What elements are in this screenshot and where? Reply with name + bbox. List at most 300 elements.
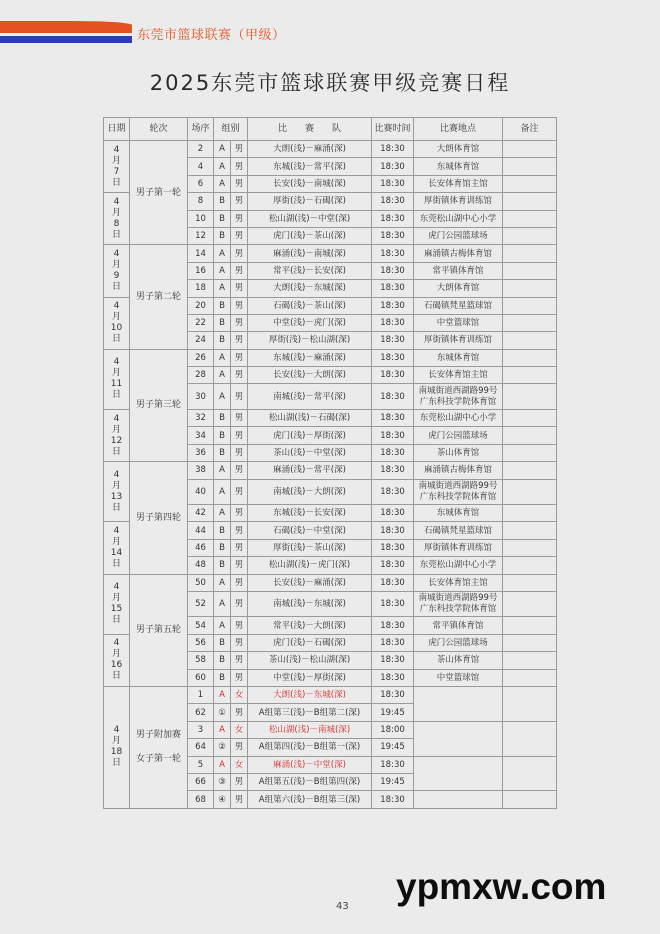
teams-cell: 松山湖(浅)－虎门(深): [248, 557, 372, 574]
time-cell: 18:30: [372, 634, 414, 651]
gender-cell: 男: [231, 314, 248, 331]
note-cell: [503, 652, 557, 669]
teams-cell: 茶山(浅)－中堂(深): [248, 444, 372, 461]
match-no-cell: 68: [188, 791, 214, 808]
date-part: 4: [113, 301, 120, 312]
teams-cell: A组第三(浅)－B组第二(深): [248, 704, 372, 721]
group-cell: B: [214, 227, 231, 244]
group-cell: B: [214, 297, 231, 314]
gender-cell: 男: [231, 409, 248, 426]
match-no-cell: 5: [188, 756, 214, 773]
group-cell: A: [214, 245, 231, 262]
note-cell: [503, 210, 557, 227]
venue-cell: 中堂篮球馆: [414, 669, 503, 686]
time-cell: 18:30: [372, 462, 414, 479]
match-no-cell: 34: [188, 427, 214, 444]
date-part: 月: [111, 736, 121, 747]
date-cell: [104, 193, 130, 245]
gender-cell: 男: [231, 617, 248, 634]
venue-cell: [414, 384, 503, 410]
gender-cell: 男: [231, 669, 248, 686]
group-cell: ③: [214, 774, 231, 791]
date-part: 4: [113, 725, 120, 736]
group-cell: A: [214, 367, 231, 384]
group-cell: A: [214, 262, 231, 279]
teams-cell: A组第六(浅)－B组第三(深): [248, 791, 372, 808]
group-cell: B: [214, 444, 231, 461]
match-no-cell: 26: [188, 349, 214, 366]
date-part: 10: [110, 323, 123, 334]
gender-cell: 男: [231, 634, 248, 651]
time-cell: 18:30: [372, 791, 414, 808]
teams-cell: 常平(浅)－长安(深): [248, 262, 372, 279]
gender-cell: 男: [231, 332, 248, 349]
date-part: 4: [113, 582, 120, 593]
gender-cell: 男: [231, 557, 248, 574]
note-cell: [503, 791, 557, 808]
group-cell: B: [214, 427, 231, 444]
group-cell: B: [214, 652, 231, 669]
table-row: [104, 245, 557, 262]
date-part: 4: [113, 526, 120, 536]
date-cell: [104, 297, 130, 349]
page-title: 2025东莞市篮球联赛甲级竞赛日程: [149, 71, 511, 95]
date-cell: [104, 409, 130, 461]
note-cell: [503, 687, 557, 722]
note-cell: [503, 591, 557, 617]
gender-cell: 女: [231, 756, 248, 773]
teams-cell: 松山湖(浅)－南城(深): [248, 721, 372, 738]
round-cell: [130, 245, 188, 349]
round-label: 男子第一轮: [135, 187, 181, 198]
venue-cell: 虎门公园篮球场: [414, 227, 503, 244]
gender-cell: 男: [231, 739, 248, 756]
match-no-cell: 36: [188, 444, 214, 461]
date-cell: [104, 634, 130, 686]
teams-cell: 大朗(浅)－东城(深): [248, 687, 372, 704]
venue-cell: 东城体育馆: [414, 349, 503, 366]
date-part: 日: [111, 281, 121, 292]
gender-cell: 男: [231, 193, 248, 210]
note-cell: [503, 367, 557, 384]
date-cell: [104, 141, 130, 193]
match-no-cell: 42: [188, 505, 214, 522]
note-cell: [503, 193, 557, 210]
match-no-cell: 44: [188, 522, 214, 539]
time-cell: 18:30: [372, 175, 414, 192]
note-cell: [503, 314, 557, 331]
group-cell: A: [214, 384, 231, 410]
col-header-round: 轮次: [130, 118, 188, 141]
group-cell: A: [214, 617, 231, 634]
venue-line: 广东科技学院体育馆: [419, 396, 497, 407]
venue-cell: 厚街镇体育训练馆: [414, 539, 503, 556]
match-no-cell: 22: [188, 314, 214, 331]
teams-cell: 中堂(浅)－虎门(深): [248, 314, 372, 331]
gender-cell: 男: [231, 479, 248, 505]
teams-cell: 东城(浅)－麻涌(深): [248, 349, 372, 366]
gender-cell: 男: [231, 384, 248, 410]
venue-cell: [414, 791, 503, 808]
gender-cell: 男: [231, 574, 248, 591]
teams-cell: 麻涌(浅)－常平(深): [248, 462, 372, 479]
match-no-cell: 40: [188, 479, 214, 505]
note-cell: [503, 409, 557, 426]
venue-line: 南城街道西湖路99号: [418, 385, 498, 396]
col-header-teams: 比 赛 队: [248, 118, 372, 141]
gender-cell: 男: [231, 210, 248, 227]
note-cell: [503, 297, 557, 314]
teams-cell: 虎门(浅)－石碣(深): [248, 634, 372, 651]
venue-cell: [414, 479, 503, 505]
round-cell: [130, 141, 188, 245]
time-cell: 18:30: [372, 617, 414, 634]
teams-cell: 东城(浅)－长安(深): [248, 505, 372, 522]
group-cell: A: [214, 280, 231, 297]
venue-line: 南城街道西湖路99号: [418, 480, 498, 491]
group-cell: B: [214, 634, 231, 651]
time-cell: 18:30: [372, 574, 414, 591]
group-cell: A: [214, 574, 231, 591]
teams-cell: 麻涌(浅)－中堂(深): [248, 756, 372, 773]
round-cell: [130, 687, 188, 809]
time-cell: 18:30: [372, 245, 414, 262]
date-cell: [104, 462, 130, 522]
date-part: 月: [111, 155, 121, 166]
venue-cell: 常平镇体育馆: [414, 262, 503, 279]
date-part: 14: [110, 548, 123, 558]
note-cell: [503, 634, 557, 651]
note-cell: [503, 384, 557, 410]
date-part: 月: [111, 207, 121, 218]
header-league-label: 东莞市篮球联赛（甲级）: [137, 28, 286, 43]
date-part: 月: [111, 312, 121, 323]
date-part: 12: [110, 435, 123, 446]
note-cell: [503, 175, 557, 192]
teams-cell: A组第五(浅)－B组第四(深): [248, 774, 372, 791]
match-no-cell: 8: [188, 193, 214, 210]
venue-cell: 长安体育馆主馆: [414, 574, 503, 591]
match-no-cell: 28: [188, 367, 214, 384]
match-no-cell: 46: [188, 539, 214, 556]
date-part: 日: [111, 758, 121, 769]
table-row: [104, 349, 557, 366]
time-cell: 18:00: [372, 721, 414, 738]
schedule-body: [104, 141, 557, 809]
match-no-cell: 38: [188, 462, 214, 479]
table-row: [104, 462, 557, 479]
time-cell: 18:30: [372, 557, 414, 574]
venue-cell: 东城体育馆: [414, 505, 503, 522]
date-part: 11: [110, 379, 123, 390]
gender-cell: 男: [231, 262, 248, 279]
match-no-cell: 18: [188, 280, 214, 297]
note-cell: [503, 349, 557, 366]
time-cell: 18:30: [372, 522, 414, 539]
group-cell: A: [214, 721, 231, 738]
date-part: 日: [111, 559, 121, 569]
date-part: 月: [111, 480, 121, 491]
date-part: 日: [111, 334, 121, 345]
venue-cell: 常平镇体育馆: [414, 617, 503, 634]
time-cell: 18:30: [372, 427, 414, 444]
group-cell: B: [214, 669, 231, 686]
match-no-cell: 64: [188, 739, 214, 756]
table-row: [104, 574, 557, 591]
gender-cell: 男: [231, 280, 248, 297]
teams-cell: 南城(浅)－东城(深): [248, 591, 372, 617]
teams-cell: 石碣(浅)－茶山(深): [248, 297, 372, 314]
venue-cell: 石碣镇梵星篮球馆: [414, 297, 503, 314]
col-header-date: 日期: [104, 118, 130, 141]
date-part: 日: [111, 177, 121, 188]
gender-cell: 男: [231, 791, 248, 808]
teams-cell: 松山湖(浅)－中堂(深): [248, 210, 372, 227]
gender-cell: 男: [231, 462, 248, 479]
teams-cell: 南城(浅)－大朗(深): [248, 479, 372, 505]
teams-cell: 厚街(浅)－茶山(深): [248, 539, 372, 556]
note-cell: [503, 574, 557, 591]
time-cell: 18:30: [372, 227, 414, 244]
match-no-cell: 62: [188, 704, 214, 721]
note-cell: [503, 462, 557, 479]
time-cell: 19:45: [372, 739, 414, 756]
note-cell: [503, 427, 557, 444]
teams-cell: 南城(浅)－常平(深): [248, 384, 372, 410]
time-cell: 18:30: [372, 652, 414, 669]
note-cell: [503, 280, 557, 297]
venue-cell: [414, 721, 503, 756]
table-row: [104, 141, 557, 158]
group-cell: B: [214, 557, 231, 574]
match-no-cell: 3: [188, 721, 214, 738]
teams-cell: 长安(浅)－麻涌(深): [248, 574, 372, 591]
gender-cell: 女: [231, 721, 248, 738]
note-cell: [503, 505, 557, 522]
venue-cell: 大朗体育馆: [414, 280, 503, 297]
group-cell: A: [214, 687, 231, 704]
note-cell: [503, 444, 557, 461]
venue-cell: 麻涌镇古梅体育馆: [414, 245, 503, 262]
date-part: 月: [111, 259, 121, 270]
gender-cell: 男: [231, 227, 248, 244]
teams-cell: 松山湖(浅)－石碣(深): [248, 409, 372, 426]
date-part: 4: [113, 413, 120, 424]
round-label: 男子第五轮: [135, 625, 181, 636]
time-cell: 18:30: [372, 332, 414, 349]
date-part: 日: [111, 229, 121, 240]
watermark: ypmxw.com: [396, 866, 607, 907]
time-cell: 18:30: [372, 141, 414, 158]
date-part: 日: [111, 446, 121, 457]
teams-cell: 麻涌(浅)－南城(深): [248, 245, 372, 262]
venue-cell: 东莞松山湖中心小学: [414, 557, 503, 574]
gender-cell: 男: [231, 591, 248, 617]
note-cell: [503, 522, 557, 539]
group-cell: A: [214, 175, 231, 192]
venue-cell: 长安体育馆主馆: [414, 175, 503, 192]
venue-cell: 厚街镇体育训练馆: [414, 193, 503, 210]
round-cell: [130, 462, 188, 574]
venue-cell: 长安体育馆主馆: [414, 367, 503, 384]
group-cell: B: [214, 332, 231, 349]
match-no-cell: 20: [188, 297, 214, 314]
round-label: 女子第一轮: [135, 754, 181, 765]
date-cell: [104, 349, 130, 409]
note-cell: [503, 617, 557, 634]
gender-cell: 男: [231, 427, 248, 444]
col-header-venue: 比赛地点: [414, 118, 503, 141]
time-cell: 18:30: [372, 756, 414, 773]
venue-cell: 东莞松山湖中心小学: [414, 210, 503, 227]
venue-cell: 大朗体育馆: [414, 141, 503, 158]
date-part: 4: [113, 357, 120, 368]
date-part: 9: [113, 270, 120, 281]
time-cell: 19:45: [372, 704, 414, 721]
match-no-cell: 30: [188, 384, 214, 410]
group-cell: A: [214, 349, 231, 366]
teams-cell: A组第四(浅)－B组第一(深): [248, 739, 372, 756]
round-cell: [130, 574, 188, 686]
teams-cell: 厚街(浅)－松山湖(深): [248, 332, 372, 349]
date-cell: [104, 522, 130, 574]
note-cell: [503, 669, 557, 686]
venue-cell: [414, 756, 503, 791]
teams-cell: 茶山(浅)－松山湖(深): [248, 652, 372, 669]
time-cell: 18:30: [372, 591, 414, 617]
table-row: [104, 687, 557, 704]
time-cell: 18:30: [372, 669, 414, 686]
match-no-cell: 66: [188, 774, 214, 791]
match-no-cell: 12: [188, 227, 214, 244]
teams-cell: 长安(浅)－南城(深): [248, 175, 372, 192]
date-part: 日: [111, 502, 121, 513]
time-cell: 18:30: [372, 687, 414, 704]
teams-cell: 东城(浅)－常平(深): [248, 158, 372, 175]
venue-cell: 虎门公园篮球场: [414, 427, 503, 444]
col-header-match-no: 场序: [188, 118, 214, 141]
match-no-cell: 24: [188, 332, 214, 349]
note-cell: [503, 479, 557, 505]
date-part: 日: [111, 615, 121, 626]
gender-cell: 男: [231, 349, 248, 366]
time-cell: 18:30: [372, 210, 414, 227]
date-part: 4: [113, 248, 120, 259]
match-no-cell: 32: [188, 409, 214, 426]
round-label: 男子第四轮: [135, 512, 181, 523]
gender-cell: 男: [231, 297, 248, 314]
gender-cell: 男: [231, 774, 248, 791]
venue-line: 南城街道西湖路99号: [418, 593, 498, 604]
round-label: 男子第三轮: [135, 400, 181, 411]
date-part: 16: [110, 660, 123, 671]
venue-cell: 虎门公园篮球场: [414, 634, 503, 651]
col-header-note: 备注: [503, 118, 557, 141]
date-part: 4: [113, 638, 120, 649]
group-cell: B: [214, 210, 231, 227]
note-cell: [503, 227, 557, 244]
teams-cell: 常平(浅)－大朗(深): [248, 617, 372, 634]
group-cell: B: [214, 539, 231, 556]
venue-cell: 东城体育馆: [414, 158, 503, 175]
date-cell: [104, 574, 130, 634]
venue-line: 广东科技学院体育馆: [419, 604, 497, 615]
date-part: 月: [111, 649, 121, 660]
time-cell: 18:30: [372, 280, 414, 297]
date-part: 7: [113, 166, 120, 177]
date-part: 日: [111, 671, 121, 682]
venue-cell: 厚街镇体育训练馆: [414, 332, 503, 349]
note-cell: [503, 158, 557, 175]
group-cell: A: [214, 462, 231, 479]
teams-cell: 虎门(浅)－茶山(深): [248, 227, 372, 244]
gender-cell: 男: [231, 245, 248, 262]
time-cell: 18:30: [372, 314, 414, 331]
match-no-cell: 50: [188, 574, 214, 591]
venue-cell: 东莞松山湖中心小学: [414, 409, 503, 426]
match-no-cell: 2: [188, 141, 214, 158]
date-cell: [104, 687, 130, 809]
group-cell: ②: [214, 739, 231, 756]
venue-cell: 茶山体育馆: [414, 444, 503, 461]
teams-cell: 大朗(浅)－东城(深): [248, 280, 372, 297]
gender-cell: 男: [231, 175, 248, 192]
time-cell: 18:30: [372, 409, 414, 426]
date-part: 4: [113, 196, 120, 207]
time-cell: 18:30: [372, 158, 414, 175]
match-no-cell: 60: [188, 669, 214, 686]
round-cell: [130, 349, 188, 461]
match-no-cell: 54: [188, 617, 214, 634]
gender-cell: 女: [231, 687, 248, 704]
time-cell: 18:30: [372, 367, 414, 384]
teams-cell: 中堂(浅)－厚街(深): [248, 669, 372, 686]
col-header-group: 组别: [214, 118, 248, 141]
page-number: 43: [336, 901, 349, 912]
note-cell: [503, 557, 557, 574]
teams-cell: 大朗(浅)－麻涌(深): [248, 141, 372, 158]
time-cell: 18:30: [372, 384, 414, 410]
gender-cell: 男: [231, 505, 248, 522]
teams-cell: 石碣(浅)－中堂(深): [248, 522, 372, 539]
note-cell: [503, 721, 557, 756]
time-cell: 18:30: [372, 262, 414, 279]
note-cell: [503, 262, 557, 279]
venue-cell: 石碣镇梵星篮球馆: [414, 522, 503, 539]
table-header-row: [104, 118, 557, 141]
gender-cell: 男: [231, 704, 248, 721]
time-cell: 18:30: [372, 444, 414, 461]
date-part: 8: [113, 218, 120, 229]
group-cell: B: [214, 193, 231, 210]
group-cell: B: [214, 314, 231, 331]
group-cell: ④: [214, 791, 231, 808]
header-blue-band: [0, 36, 132, 43]
note-cell: [503, 756, 557, 791]
match-no-cell: 4: [188, 158, 214, 175]
venue-cell: 中堂篮球馆: [414, 314, 503, 331]
venue-cell: [414, 687, 503, 722]
time-cell: 18:30: [372, 539, 414, 556]
venue-cell: 麻涌镇古梅体育馆: [414, 462, 503, 479]
time-cell: 19:45: [372, 774, 414, 791]
time-cell: 18:30: [372, 193, 414, 210]
time-cell: 18:30: [372, 479, 414, 505]
round-label: 男子附加赛: [135, 730, 181, 741]
note-cell: [503, 539, 557, 556]
group-cell: A: [214, 591, 231, 617]
gender-cell: 男: [231, 141, 248, 158]
